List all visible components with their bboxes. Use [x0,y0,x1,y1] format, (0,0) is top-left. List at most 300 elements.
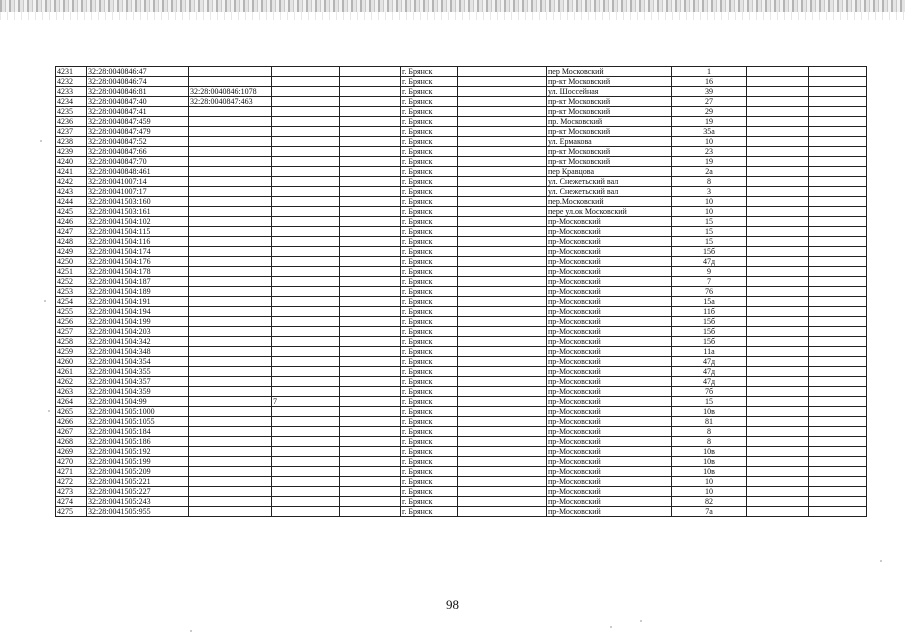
extra-cell [272,157,340,167]
street-cell: пр-кт Московский [547,77,672,87]
table-row [56,357,867,367]
city-cell: г. Брянск [401,67,458,77]
row-number-cell: 4245 [56,207,87,217]
extra-cell [809,377,867,387]
row-number-cell: 4256 [56,317,87,327]
table-row [56,397,867,407]
cadastral-number-cell: 32:28:0041505:192 [87,447,189,457]
city-cell: г. Брянск [401,167,458,177]
city-cell: г. Брянск [401,467,458,477]
city-cell: г. Брянск [401,477,458,487]
house-number-cell: 47д [672,377,747,387]
street-cell: пр-Московский [547,327,672,337]
extra-cell [458,117,547,127]
extra-cell [340,77,401,87]
house-number-cell: 10в [672,407,747,417]
cadastral-register-table [55,66,867,517]
extra-cell [272,187,340,197]
house-number-cell: 15 [672,237,747,247]
row-number-cell: 4248 [56,237,87,247]
extra-cell [272,477,340,487]
previous-cadastral-number-cell [189,357,272,367]
extra-cell [340,207,401,217]
city-cell: г. Брянск [401,317,458,327]
house-number-cell: 10 [672,197,747,207]
extra-cell [747,167,809,177]
table-row [56,157,867,167]
extra-cell: 7 [272,397,340,407]
house-number-cell: 11а [672,347,747,357]
city-cell: г. Брянск [401,117,458,127]
extra-cell [747,207,809,217]
house-number-cell: 8 [672,437,747,447]
street-cell: ул. Снежетьский вал [547,187,672,197]
house-number-cell: 47д [672,257,747,267]
extra-cell [272,357,340,367]
extra-cell [272,457,340,467]
house-number-cell: 23 [672,147,747,157]
extra-cell [809,117,867,127]
city-cell: г. Брянск [401,237,458,247]
extra-cell [340,117,401,127]
previous-cadastral-number-cell [189,307,272,317]
house-number-cell: 10 [672,137,747,147]
extra-cell [747,147,809,157]
cadastral-number-cell: 32:28:0041504:99 [87,397,189,407]
extra-cell [340,507,401,517]
cadastral-number-cell: 32:28:0040847:40 [87,97,189,107]
row-number-cell: 4273 [56,487,87,497]
extra-cell [809,227,867,237]
extra-cell [809,287,867,297]
city-cell: г. Брянск [401,127,458,137]
extra-cell [272,267,340,277]
table-row [56,247,867,257]
extra-cell [272,147,340,157]
cadastral-number-cell: 32:28:0041504:189 [87,287,189,297]
cadastral-number-cell: 32:28:0041504:357 [87,377,189,387]
scan-noise-band [0,0,905,12]
extra-cell [272,387,340,397]
extra-cell [747,487,809,497]
extra-cell [458,127,547,137]
row-number-cell: 4259 [56,347,87,357]
extra-cell [458,207,547,217]
extra-cell [747,307,809,317]
extra-cell [809,277,867,287]
house-number-cell: 10 [672,207,747,217]
previous-cadastral-number-cell [189,327,272,337]
extra-cell [458,347,547,357]
extra-cell [809,437,867,447]
street-cell: пр. Московский [547,117,672,127]
extra-cell [272,257,340,267]
extra-cell [809,67,867,77]
previous-cadastral-number-cell [189,397,272,407]
table-row [56,297,867,307]
extra-cell [458,157,547,167]
page-number: 98 [446,597,459,612]
house-number-cell: 15 [672,217,747,227]
row-number-cell: 4258 [56,337,87,347]
extra-cell [272,287,340,297]
city-cell: г. Брянск [401,207,458,217]
street-cell: пр-Московский [547,277,672,287]
table-row [56,387,867,397]
extra-cell [340,127,401,137]
house-number-cell: 10в [672,457,747,467]
house-number-cell: 15 [672,397,747,407]
extra-cell [809,487,867,497]
row-number-cell: 4266 [56,417,87,427]
extra-cell [272,207,340,217]
previous-cadastral-number-cell [189,227,272,237]
extra-cell [747,447,809,457]
cadastral-number-cell: 32:28:0041505:1055 [87,417,189,427]
extra-cell [458,297,547,307]
extra-cell [458,417,547,427]
extra-cell [809,87,867,97]
extra-cell [340,177,401,187]
extra-cell [458,307,547,317]
row-number-cell: 4270 [56,457,87,467]
scan-speck [610,626,612,628]
table-row [56,237,867,247]
row-number-cell: 4264 [56,397,87,407]
city-cell: г. Брянск [401,497,458,507]
house-number-cell: 15а [672,297,747,307]
extra-cell [340,267,401,277]
extra-cell [747,187,809,197]
row-number-cell: 4261 [56,367,87,377]
extra-cell [458,447,547,457]
city-cell: г. Брянск [401,187,458,197]
extra-cell [272,227,340,237]
cadastral-number-cell: 32:28:0041505:186 [87,437,189,447]
extra-cell [458,267,547,277]
house-number-cell: 15 [672,227,747,237]
extra-cell [809,97,867,107]
house-number-cell: 81 [672,417,747,427]
house-number-cell: 11б [672,307,747,317]
extra-cell [340,87,401,97]
cadastral-number-cell: 32:28:0040846:81 [87,87,189,97]
row-number-cell: 4269 [56,447,87,457]
extra-cell [458,257,547,267]
extra-cell [747,457,809,467]
previous-cadastral-number-cell [189,497,272,507]
extra-cell [458,277,547,287]
extra-cell [809,177,867,187]
extra-cell [809,147,867,157]
extra-cell [809,257,867,267]
cadastral-number-cell: 32:28:0041505:1000 [87,407,189,417]
row-number-cell: 4274 [56,497,87,507]
extra-cell [747,107,809,117]
extra-cell [747,507,809,517]
extra-cell [458,387,547,397]
street-cell: пр-Московский [547,387,672,397]
previous-cadastral-number-cell [189,417,272,427]
row-number-cell: 4252 [56,277,87,287]
extra-cell [747,197,809,207]
previous-cadastral-number-cell [189,487,272,497]
extra-cell [747,387,809,397]
city-cell: г. Брянск [401,107,458,117]
cadastral-number-cell: 32:28:0040848:461 [87,167,189,177]
extra-cell [809,387,867,397]
extra-cell [747,427,809,437]
street-cell: ул. Ермакова [547,137,672,147]
row-number-cell: 4233 [56,87,87,97]
cadastral-number-cell: 32:28:0041504:199 [87,317,189,327]
city-cell: г. Брянск [401,157,458,167]
extra-cell [458,197,547,207]
previous-cadastral-number-cell [189,287,272,297]
cadastral-number-cell: 32:28:0041504:348 [87,347,189,357]
extra-cell [340,297,401,307]
city-cell: г. Брянск [401,367,458,377]
street-cell: пр-Московский [547,407,672,417]
extra-cell [272,87,340,97]
extra-cell [809,457,867,467]
extra-cell [458,247,547,257]
extra-cell [272,337,340,347]
extra-cell [340,447,401,457]
house-number-cell: 3 [672,187,747,197]
extra-cell [272,77,340,87]
extra-cell [340,197,401,207]
city-cell: г. Брянск [401,247,458,257]
table-row [56,257,867,267]
extra-cell [747,437,809,447]
extra-cell [272,297,340,307]
previous-cadastral-number-cell [189,437,272,447]
house-number-cell: 10в [672,467,747,477]
extra-cell [458,397,547,407]
house-number-cell: 9 [672,267,747,277]
extra-cell [458,147,547,157]
street-cell: пр-Московский [547,357,672,367]
scan-speck [190,630,192,632]
row-number-cell: 4275 [56,507,87,517]
row-number-cell: 4241 [56,167,87,177]
house-number-cell: 19 [672,117,747,127]
row-number-cell: 4272 [56,477,87,487]
cadastral-number-cell: 32:28:0041505:227 [87,487,189,497]
street-cell: пр-Московский [547,397,672,407]
extra-cell [340,97,401,107]
extra-cell [458,367,547,377]
extra-cell [458,227,547,237]
street-cell: пер Московский [547,67,672,77]
previous-cadastral-number-cell [189,147,272,157]
extra-cell [458,467,547,477]
extra-cell [809,207,867,217]
extra-cell [340,327,401,337]
table-row [56,427,867,437]
extra-cell [272,237,340,247]
table-row [56,147,867,157]
street-cell: пер.Московский [547,197,672,207]
previous-cadastral-number-cell [189,267,272,277]
extra-cell [747,257,809,267]
cadastral-number-cell: 32:28:0041504:194 [87,307,189,317]
previous-cadastral-number-cell [189,457,272,467]
previous-cadastral-number-cell [189,317,272,327]
city-cell: г. Брянск [401,407,458,417]
previous-cadastral-number-cell [189,247,272,257]
extra-cell [272,407,340,417]
scan-speck [880,560,882,562]
table-row [56,447,867,457]
cadastral-number-cell: 32:28:0041504:115 [87,227,189,237]
table-row [56,277,867,287]
extra-cell [272,347,340,357]
table-row [56,227,867,237]
table-row [56,67,867,77]
extra-cell [809,417,867,427]
cadastral-number-cell: 32:28:0041505:243 [87,497,189,507]
street-cell: пр-кт Московский [547,147,672,157]
scan-speck [44,300,46,302]
extra-cell [340,437,401,447]
extra-cell [747,217,809,227]
street-cell: пр-Московский [547,227,672,237]
street-cell: пр-Московский [547,247,672,257]
previous-cadastral-number-cell [189,507,272,517]
extra-cell [809,307,867,317]
table-row [56,367,867,377]
previous-cadastral-number-cell [189,337,272,347]
table-row [56,407,867,417]
street-cell: пр-кт Московский [547,157,672,167]
cadastral-number-cell: 32:28:0040847:459 [87,117,189,127]
street-cell: пр-Московский [547,497,672,507]
extra-cell [458,287,547,297]
previous-cadastral-number-cell [189,477,272,487]
cadastral-number-cell: 32:28:0040847:479 [87,127,189,137]
extra-cell [272,167,340,177]
extra-cell [809,247,867,257]
row-number-cell: 4265 [56,407,87,417]
extra-cell [809,477,867,487]
extra-cell [340,397,401,407]
previous-cadastral-number-cell: 32:28:0040846:1078 [189,87,272,97]
extra-cell [809,77,867,87]
previous-cadastral-number-cell [189,207,272,217]
extra-cell [340,257,401,267]
extra-cell [272,417,340,427]
extra-cell [747,277,809,287]
extra-cell [809,197,867,207]
extra-cell [340,417,401,427]
street-cell: пр-Московский [547,347,672,357]
city-cell: г. Брянск [401,277,458,287]
extra-cell [272,507,340,517]
previous-cadastral-number-cell [189,347,272,357]
street-cell: пр-Московский [547,487,672,497]
street-cell: пр-Московский [547,367,672,377]
previous-cadastral-number-cell [189,67,272,77]
table-row [56,457,867,467]
house-number-cell: 1 [672,67,747,77]
street-cell: пр-Московский [547,427,672,437]
extra-cell [458,497,547,507]
city-cell: г. Брянск [401,217,458,227]
previous-cadastral-number-cell [189,157,272,167]
city-cell: г. Брянск [401,397,458,407]
extra-cell [340,67,401,77]
extra-cell [747,137,809,147]
extra-cell [458,327,547,337]
table-row [56,337,867,347]
extra-cell [809,297,867,307]
extra-cell [458,67,547,77]
extra-cell [809,407,867,417]
cadastral-number-cell: 32:28:0040847:66 [87,147,189,157]
table-row [56,287,867,297]
extra-cell [458,217,547,227]
register-table-body [56,67,867,517]
house-number-cell: 10 [672,487,747,497]
street-cell: пр-Московский [547,437,672,447]
row-number-cell: 4260 [56,357,87,367]
city-cell: г. Брянск [401,337,458,347]
extra-cell [272,97,340,107]
cadastral-number-cell: 32:28:0041007:14 [87,177,189,187]
street-cell: пр-Московский [547,317,672,327]
previous-cadastral-number-cell [189,407,272,417]
city-cell: г. Брянск [401,77,458,87]
extra-cell [340,317,401,327]
cadastral-number-cell: 32:28:0041503:160 [87,197,189,207]
city-cell: г. Брянск [401,97,458,107]
extra-cell [747,347,809,357]
extra-cell [272,317,340,327]
cadastral-number-cell: 32:28:0041504:178 [87,267,189,277]
extra-cell [340,377,401,387]
table-row [56,307,867,317]
table-row [56,77,867,87]
city-cell: г. Брянск [401,327,458,337]
table-row [56,267,867,277]
house-number-cell: 15б [672,327,747,337]
extra-cell [340,497,401,507]
row-number-cell: 4262 [56,377,87,387]
house-number-cell: 8 [672,427,747,437]
cadastral-number-cell: 32:28:0041504:116 [87,237,189,247]
table-row [56,137,867,147]
extra-cell [340,247,401,257]
extra-cell [340,457,401,467]
row-number-cell: 4232 [56,77,87,87]
row-number-cell: 4236 [56,117,87,127]
table-row [56,507,867,517]
house-number-cell: 8 [672,177,747,187]
cadastral-number-cell: 32:28:0041505:955 [87,507,189,517]
street-cell: пр-Московский [547,417,672,427]
extra-cell [272,247,340,257]
row-number-cell: 4253 [56,287,87,297]
cadastral-number-cell: 32:28:0041505:199 [87,457,189,467]
cadastral-number-cell: 32:28:0040846:74 [87,77,189,87]
city-cell: г. Брянск [401,437,458,447]
previous-cadastral-number-cell [189,377,272,387]
street-cell: пр-Московский [547,337,672,347]
extra-cell [809,237,867,247]
table-row [56,467,867,477]
